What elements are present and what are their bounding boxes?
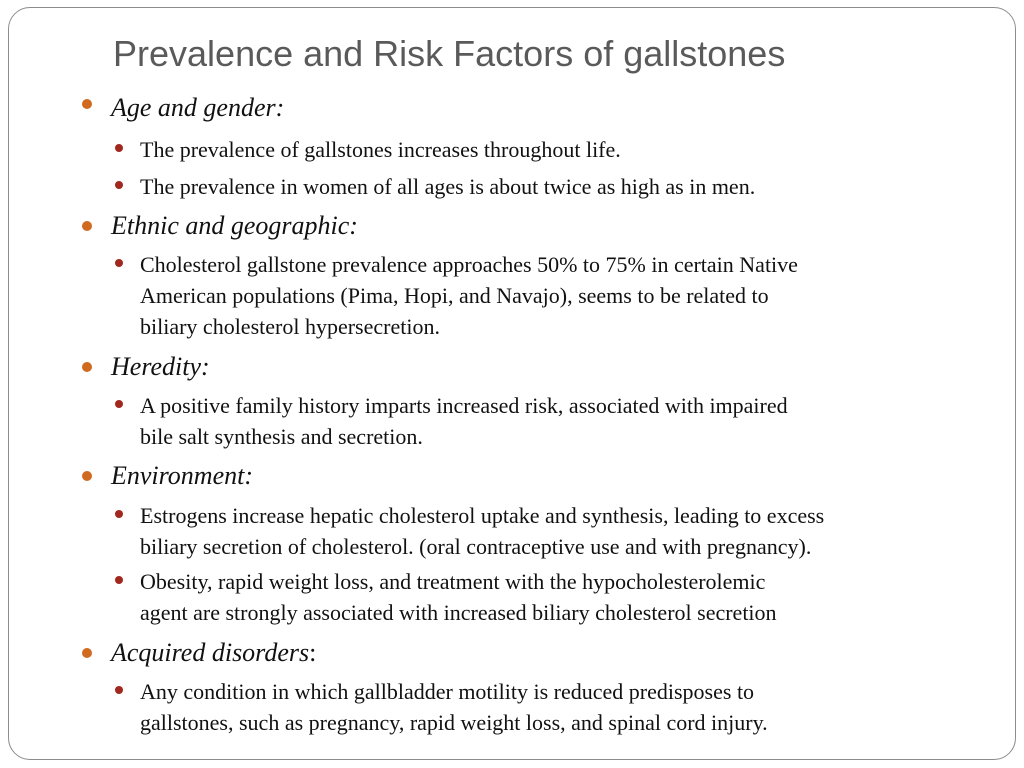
level2-bullet [115,400,123,408]
level1-bullet [82,221,92,231]
bullet-line: Cholesterol gallstone prevalence approaches 50% to 75% in certain Native [140,252,798,277]
section-heading-environment: Environment: [111,461,253,490]
bullet-line: Obesity, rapid weight loss, and treatment with the hypocholesterolemic [140,569,766,594]
level2-bullet [115,259,123,267]
section-heading-heredity: Heredity: [111,352,210,381]
bullet-line-continuation: American populations (Pima, Hopi, and Navajo), seems to be related to [140,283,769,308]
level2-bullet [115,686,123,694]
bullet-line: Estrogens increase hepatic cholesterol uptake and synthesis, leading to excess [140,503,825,528]
section-heading-ethnic-geographic: Ethnic and geographic: [111,211,358,240]
level2-bullet [115,510,123,518]
bullet-line-continuation: gallstones, such as pregnancy, rapid weight loss, and spinal cord injury. [140,710,768,735]
bullet-line-continuation: biliary cholesterol hypersecretion. [140,314,440,339]
bullet-line-continuation: agent are strongly associated with increased biliary cholesterol secretion [140,600,777,625]
bullet-line: The prevalence in women of all ages is about twice as high as in men. [140,174,756,199]
bullet-line: Any condition in which gallbladder motility is reduced predisposes to [140,679,755,704]
slide-title: Prevalence and Risk Factors of gallstones [113,33,786,74]
level2-bullet [115,576,123,584]
section-heading-text: Acquired disorders [111,638,310,667]
level1-bullet [82,99,92,109]
bullet-line-continuation: bile salt synthesis and secretion. [140,424,423,449]
bullet-line: The prevalence of gallstones increases throughout life. [140,137,621,162]
level2-bullet [115,181,123,189]
bullet-line-continuation: biliary secretion of cholesterol. (oral contraceptive use and with pregnancy). [140,534,812,559]
level1-bullet [82,362,92,372]
level1-bullet [82,648,92,658]
level2-bullet [115,144,123,152]
section-heading-age-gender: Age and gender: [111,93,285,122]
section-heading-colon: : [309,638,317,667]
level1-bullet [82,471,92,481]
bullet-line: A positive family history imparts increased risk, associated with impaired [140,393,788,418]
section-heading-acquired-disorders [111,637,316,669]
